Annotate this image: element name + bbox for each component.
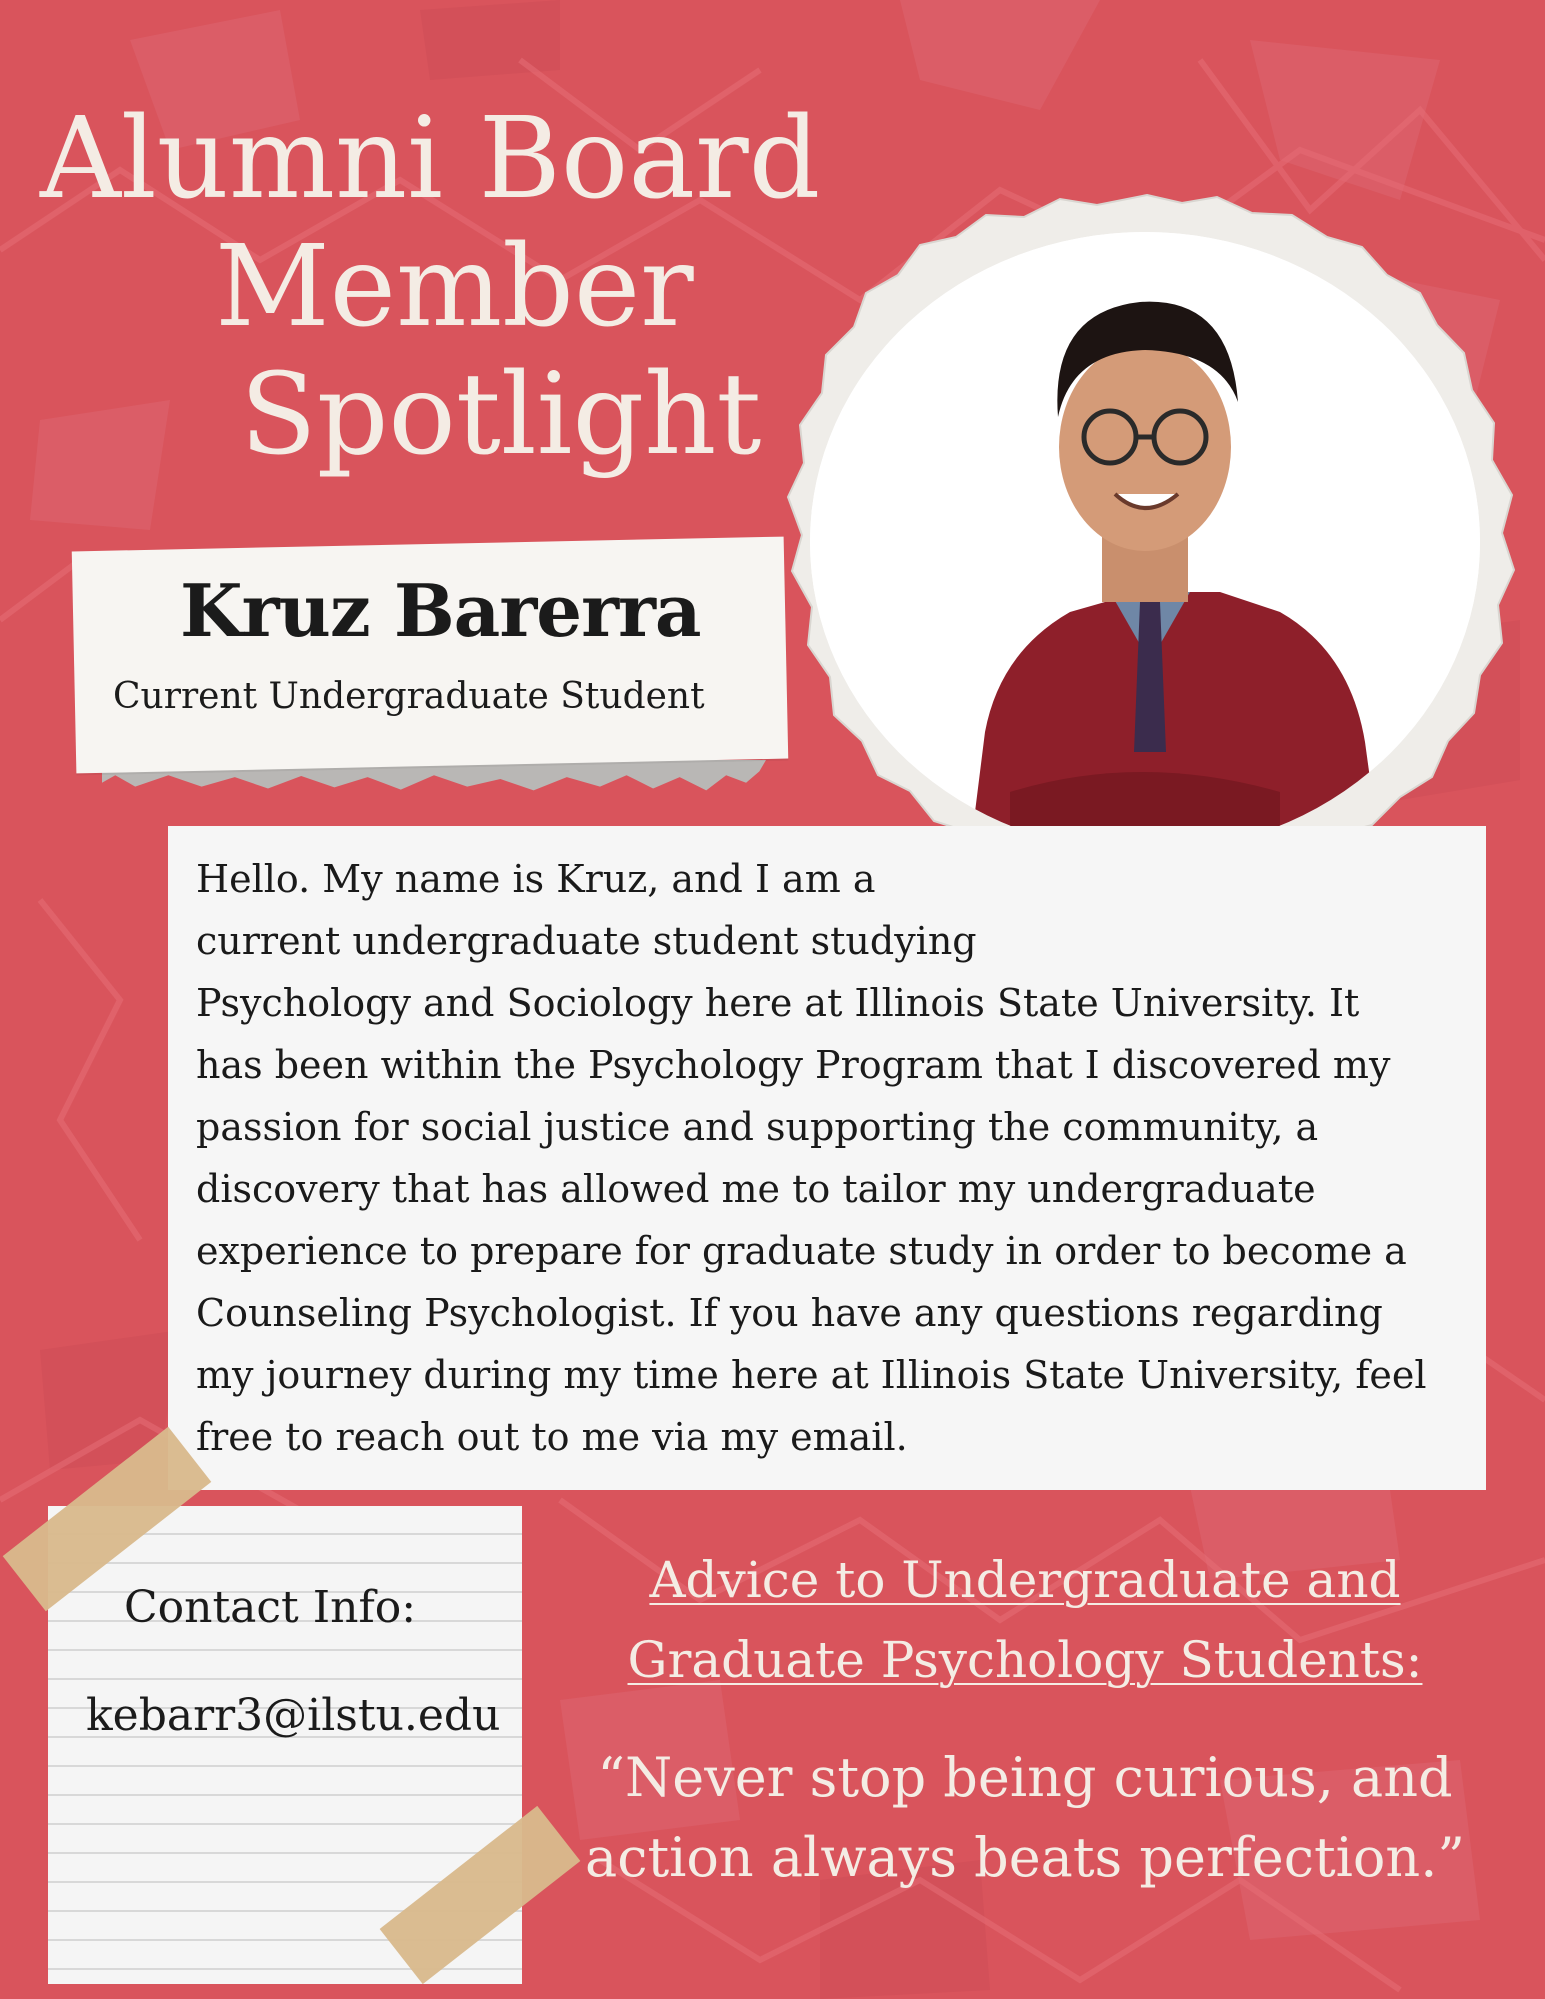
member-role: Current Undergraduate Student [113,676,705,717]
bio-line: discovery that has allowed me to tailor my undergraduate [196,1167,1316,1211]
advice-quote-line-1: “Never stop being curious, and [597,1746,1453,1809]
advice-quote [585,1738,1465,1898]
bio-line: passion for social justice and supporting the community, a [196,1105,1319,1149]
bio-line: free to reach out to me via my email. [196,1415,908,1459]
title-line-2: Member [215,222,694,352]
title-line-3: Spotlight [240,350,762,480]
bio-line: experience to prepare for graduate study in order to become a [196,1229,1407,1273]
advice-heading [585,1540,1465,1700]
bio-line: has been within the Psychology Program that I discovered my [196,1043,1391,1087]
member-name: Kruz Barerra [180,568,701,653]
contact-email[interactable]: kebarr3@ilstu.edu [86,1690,501,1741]
bio-text [196,848,1476,1468]
bio-card [168,826,1486,1490]
bio-line: Counseling Psychologist. If you have any questions regarding [196,1291,1383,1335]
advice-heading-line-1: Advice to Undergraduate and [649,1551,1401,1609]
title-line-1: Alumni Board [40,94,821,224]
bio-line: Psychology and Sociology here at Illinois State University. It [196,981,1360,1025]
advice-quote-line-2: action always beats perfection.” [585,1826,1465,1889]
advice-heading-line-2: Graduate Psychology Students: [627,1631,1423,1689]
bio-line: Hello. My name is Kruz, and I am a [196,857,876,901]
member-photo [810,232,1480,852]
contact-label: Contact Info: [124,1582,417,1633]
bio-line: my journey during my time here at Illinois State University, feel [196,1353,1427,1397]
bio-line: current undergraduate student studying [196,919,977,963]
